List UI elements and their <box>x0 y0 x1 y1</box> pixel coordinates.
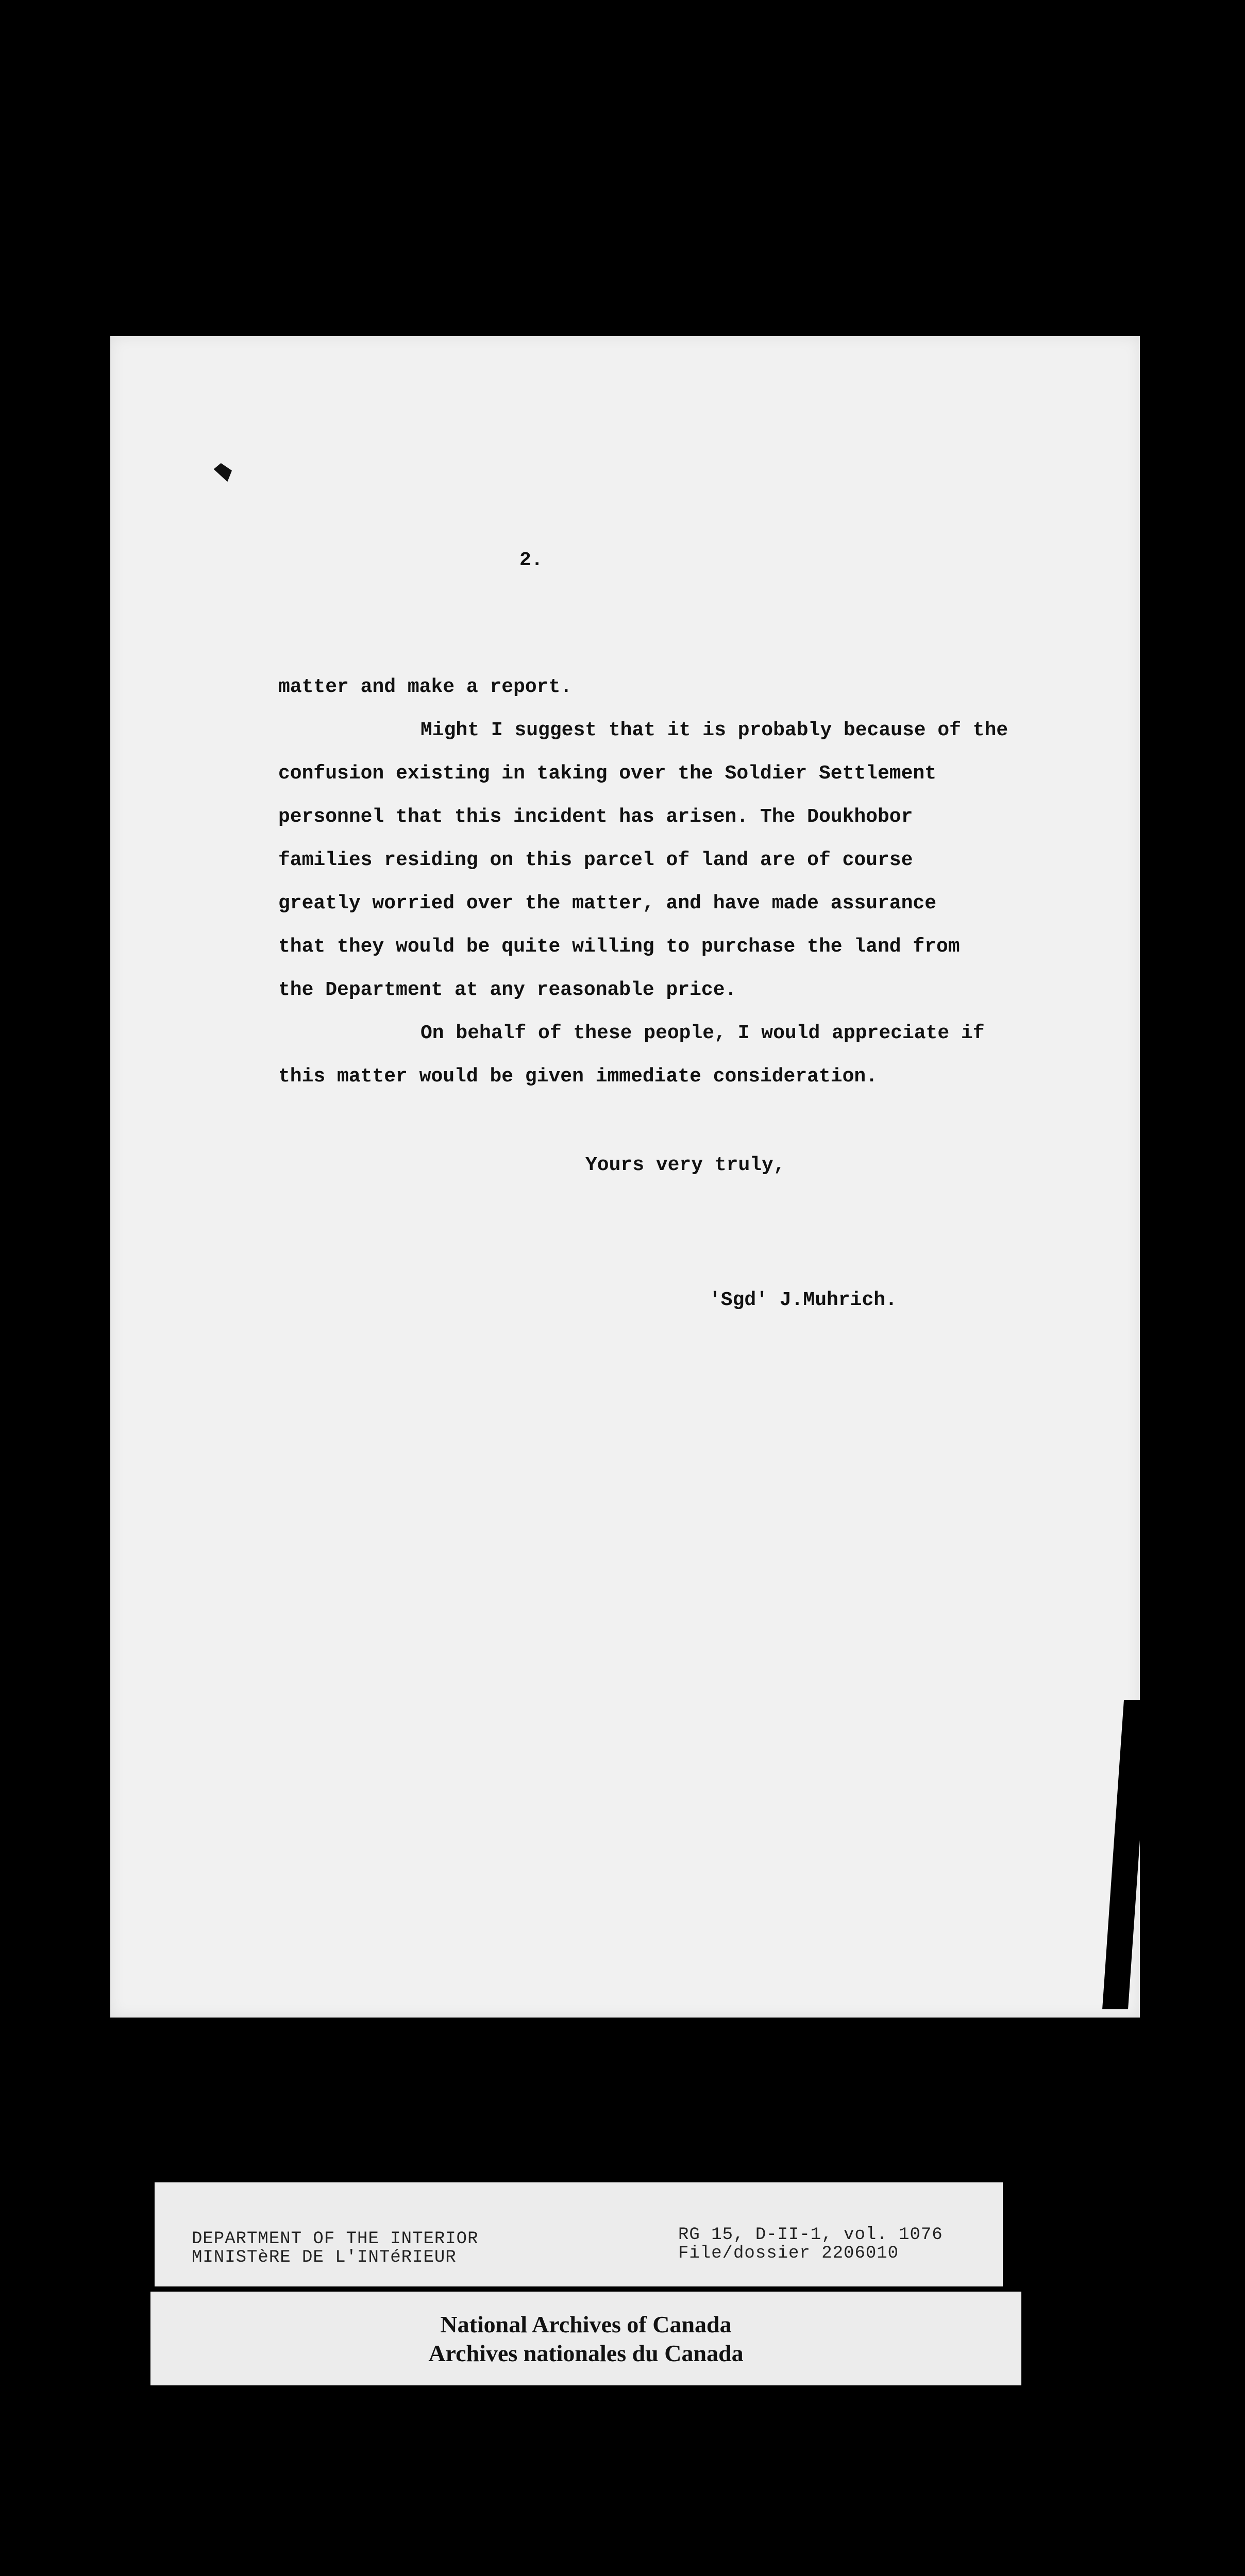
body-line: this matter would be given immediate consideration. <box>278 1065 878 1088</box>
department-en: DEPARTMENT OF THE INTERIOR <box>192 2229 479 2249</box>
body-line: personnel that this incident has arisen. The Doukhobor <box>278 806 913 828</box>
body-line: families residing on this parcel of land are of course <box>278 849 913 871</box>
body-line: Might I suggest that it is probably because of the <box>420 719 1008 741</box>
body-line: the Department at any reasonable price. <box>278 979 737 1001</box>
department-fr: MINISTèRE DE L'INTéRIEUR <box>192 2248 457 2267</box>
archive-reference-label <box>155 2182 1003 2286</box>
body-line: confusion existing in taking over the Soldier Settlement <box>278 762 937 785</box>
reference-number: RG 15, D-II-1, vol. 1076 <box>678 2225 943 2245</box>
body-line: greatly worried over the matter, and have made assurance <box>278 892 937 914</box>
file-number: File/dossier 2206010 <box>678 2244 899 2263</box>
letter-signature: 'Sgd' J.Muhrich. <box>709 1289 897 1311</box>
letter-body <box>278 666 1082 1098</box>
archives-name-en: National Archives of Canada <box>440 2311 732 2337</box>
body-line: matter and make a report. <box>278 676 573 698</box>
file-reference <box>678 2226 943 2263</box>
archives-footer <box>150 2292 1021 2385</box>
letter-closing: Yours very truly, <box>585 1154 785 1176</box>
body-line: On behalf of these people, I would appreciate if <box>420 1022 985 1044</box>
body-line: that they would be quite willing to purchase the land from <box>278 936 960 958</box>
page-number: 2. <box>519 549 543 571</box>
department-names <box>192 2230 479 2267</box>
archives-name-fr: Archives nationales du Canada <box>428 2340 744 2366</box>
